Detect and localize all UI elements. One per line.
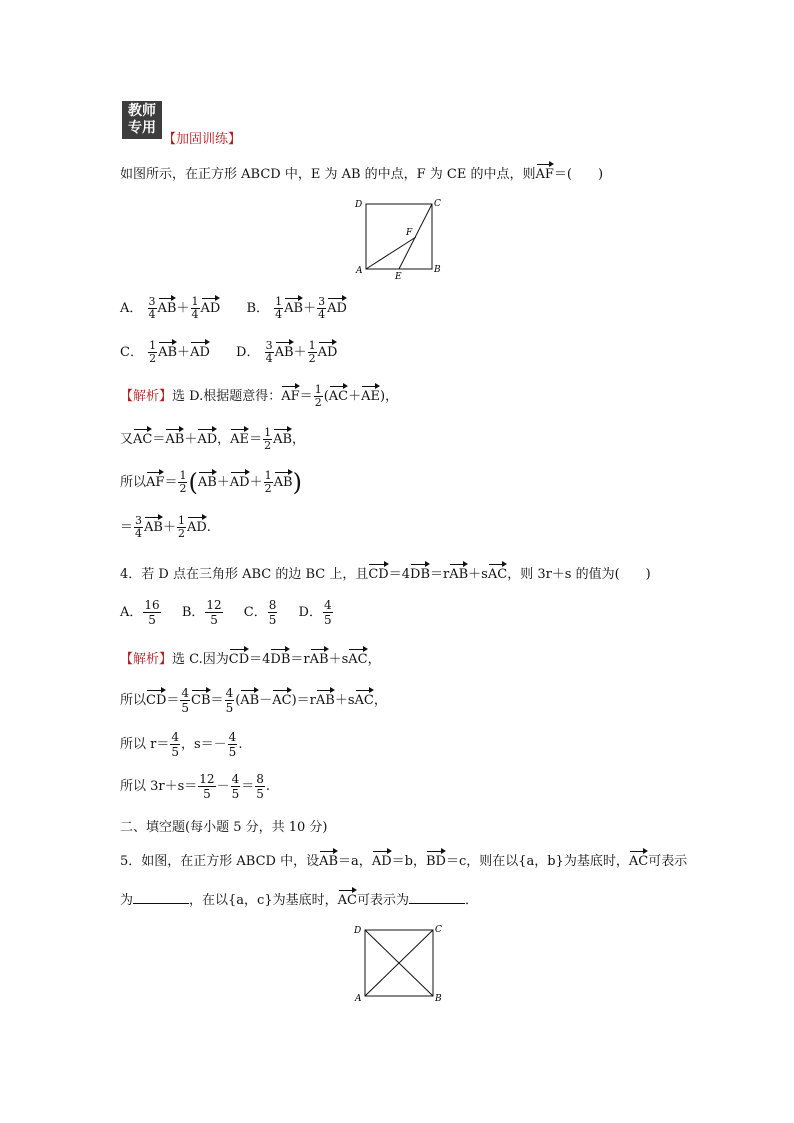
frac-num: 1 [179,469,187,482]
label-D: D [355,200,363,210]
frac-den: 5 [256,787,264,801]
section-fill-in-heading: 二、填空题(每小题 5 分，共 10 分) [120,820,328,835]
minus-sign: － [259,693,273,708]
equals-r: ＝r [296,693,316,708]
vector-AD: AD [372,850,392,869]
vector-AE: AE [361,385,380,404]
plus-sign: ＋ [162,520,176,535]
frac-den: 5 [268,613,277,627]
frac-num: 12 [206,598,222,612]
vector-AB: AB [319,850,338,869]
vector-AC: AC [629,850,648,869]
analysis-prev-line-2: 又AC＝AB＋AD，AE＝ $\frac{1}{2}$ AB， [120,426,306,452]
teacher-only-badge [122,101,162,139]
option-a-label: A． [120,301,143,316]
frac-den: 5 [225,701,234,715]
analysis-prev-line-3: 所以AF＝ $\frac{1}{2}$ (AB＋AD＋ $\frac{1}{2}$ AB) [120,468,302,497]
frac-num: 4 [231,772,240,786]
frac-num: 1 [264,426,272,439]
analysis-tag: 【解析】 [120,389,173,404]
plus-sign: ＋ [177,345,191,360]
option-d [298,598,334,627]
vector-CD: CD [229,648,249,667]
frac-num: 3 [265,339,273,352]
analysis-4-line-1: 【解析】选 C.因为CD＝4DB＝rAB＋sAC， [120,648,381,667]
frac-num: 8 [268,598,277,612]
label-D: D [354,926,362,936]
analysis-4-line-2: 所以CD＝ $\frac{4}{5}$ CB＝ $\frac{4}{5}$ (AB－AC)＝rAB＋sAC， [120,686,387,715]
vector-AB: AB [274,471,293,490]
frac-num: 1 [308,339,316,352]
option-b [181,598,224,627]
analysis-text: 所以 r＝ [120,737,170,752]
plus-sign: ＋ [293,345,307,360]
vector-CD: CD [146,689,166,708]
frac-num: 1 [177,514,185,527]
vector-AD: AD [197,428,217,447]
text-prefix: 所以 [120,693,147,708]
label-B: B [434,265,441,275]
analysis-tag: 【解析】 [120,652,173,667]
frac-num: 4 [181,686,190,700]
vector-AD: AD [190,341,210,360]
vector-AC: AC [133,428,152,447]
option-a [120,598,162,627]
answer-blank-1[interactable] [133,893,189,904]
period: . [206,520,211,535]
analysis-4-line-3 [120,730,242,759]
vector-AE: AE [230,428,249,447]
equals-r: ＝r [290,652,310,667]
plus-s: ＋s [334,693,355,708]
section-tag: 【加固训练】 [163,132,242,147]
frac-den: 4 [135,527,143,540]
vector-BD: BD [426,850,446,869]
text-prefix: 为 [120,893,134,908]
figure-square-abcd-diagonals [350,922,450,1007]
plus-sign: ＋ [249,475,263,490]
text-prefix: 又 [120,432,134,447]
plus-s: ＋s [328,652,349,667]
equals-4: ＝4 [249,652,271,667]
vector-AB: AB [158,341,177,360]
label-C: C [435,925,442,935]
frac-den: 5 [231,787,240,801]
frac-num: 3 [135,514,143,527]
vector-DB: DB [270,648,290,667]
frac-den: 5 [203,787,211,801]
vector-AB: AB [144,516,163,535]
vector-DB: DB [410,563,430,582]
frac-den: 2 [179,482,187,495]
frac-num: 4 [225,686,234,700]
period: . [238,737,243,752]
analysis-4-line-4 [120,772,270,801]
period: . [265,779,271,794]
frac-num: 1 [149,339,157,352]
question-5-stem [120,850,687,869]
frac-den: 2 [314,396,322,409]
label-A: A [356,266,363,276]
badge-line-1: 教师 [128,103,156,119]
options-row-cd [120,340,337,365]
options-row-ab [120,296,347,321]
equals: ＝ [152,432,166,447]
frac-den: 5 [323,613,332,627]
frac-den: 5 [171,745,179,759]
frac-num: 8 [256,772,264,786]
stem-text: 4．若 D 点在三角形 ABC 的边 BC 上，且 [120,567,369,582]
frac-den: 4 [148,308,156,321]
vector-AB: AB [165,428,184,447]
vector-AC: AC [488,563,507,582]
label-B: B [435,994,442,1004]
equals: ＝ [249,432,263,447]
equals: ＝ [164,475,178,490]
equals-r: ＝r [430,567,450,582]
minus-sign: － [216,779,230,794]
question-4-stem [120,563,651,582]
vector-AB: AB [310,648,329,667]
plus-sign: ＋ [184,432,198,447]
vector-CD: CD [368,563,388,582]
frac-den: 4 [265,352,273,365]
badge-line-2: 专用 [128,120,156,136]
frac-den: 2 [264,439,272,452]
equals: ＝ [299,389,313,404]
frac-den: 2 [264,482,272,495]
frac-den: 2 [149,352,157,365]
vector-AC: AC [355,689,374,708]
stem-end: ＝( ) [553,167,604,182]
vector-AB: AB [449,563,468,582]
option-label: D． [298,605,322,620]
option-label: A． [120,605,143,620]
equals: ＝ [210,693,224,708]
plus-sign: ＋ [348,389,362,404]
vector-AF: AF [536,163,554,182]
plus-s: ＋s [468,567,488,582]
frac-den: 4 [318,308,326,321]
equals-c: ＝c，则在以{a，b}为基底时， [445,854,629,869]
frac-num: 1 [191,295,199,308]
plus-sign: ＋ [303,301,317,316]
analysis-text: 选 C.因为 [172,652,229,667]
frac-den: 5 [181,701,190,715]
vector-AD: AD [318,341,338,360]
separator: ， [217,432,231,447]
option-d-label: D． [236,345,260,360]
frac-num: 16 [144,598,160,612]
frac-num: 1 [275,295,283,308]
vector-AB: AB [158,297,177,316]
option-c [243,598,279,627]
stem-end: 可表示 [648,854,688,869]
vector-AB: AB [275,341,294,360]
frac-den: 2 [308,352,316,365]
vector-AB: AB [273,428,292,447]
vector-AD: AD [201,297,221,316]
vector-AD: AD [187,516,207,535]
analysis-prev-line-4 [120,515,211,540]
frac-num: 1 [314,383,322,396]
question-4-options [120,598,334,627]
label-C: C [434,199,441,209]
equals-a: ＝a， [338,854,372,869]
vector-AC: AC [329,385,348,404]
option-b-label: B． [246,301,270,316]
vector-AD: AD [327,297,347,316]
answer-blank-2[interactable] [409,893,465,904]
frac-num: 4 [228,730,237,744]
vector-AC: AC [348,648,367,667]
text-mid: 可表示为 [356,893,409,908]
vector-AF: AF [281,385,299,404]
question-5-line-2 [120,889,478,908]
vector-AB: AB [316,689,335,708]
vector-AB: AB [240,689,259,708]
frac-num: 12 [199,772,215,786]
equals-b: ＝b， [391,854,426,869]
label-A: A [355,994,362,1004]
frac-den: 4 [191,308,199,321]
text-prefix: 所以 [120,475,147,490]
vector-AF: AF [146,471,164,490]
option-label: C． [243,605,267,620]
plus-sign: ＋ [176,301,190,316]
analysis-text: 选 D.根据题意得： [172,389,282,404]
equals: ＝ [120,520,134,535]
vector-AD: AD [230,471,250,490]
analysis-mid: ，s＝－ [181,737,227,752]
vector-AB: AB [284,297,303,316]
analysis-text: 所以 3r＋s＝ [120,779,198,794]
frac-den: 5 [210,613,218,627]
stem-end: ，则 3r＋s 的值为( ) [507,567,651,582]
analysis-prev-line-1: 【解析】选 D.根据题意得：AF＝ $\frac{1}{2}$ (AC＋AE)， [120,383,399,409]
equals-4: ＝4 [388,567,411,582]
vector-AC: AC [272,689,291,708]
frac-num: 4 [323,598,332,612]
equals: ＝ [166,693,180,708]
option-c-label: C． [120,345,143,360]
question-prev-stem [120,163,603,182]
frac-num: 3 [148,295,156,308]
vector-AB: AB [198,471,217,490]
frac-num: 3 [318,295,326,308]
frac-num: 4 [171,730,179,744]
stem-text: 5．如图，在正方形 ABCD 中，设 [120,854,320,869]
frac-den: 5 [228,745,237,759]
text-mid: ，在以{a，c}为基底时， [189,893,338,908]
equals: ＝ [241,779,255,794]
vector-AC: AC [338,889,357,908]
vector-CB: CB [191,689,211,708]
stem-text: 如图所示，在正方形 ABCD 中，E 为 AB 的中点，F 为 CE 的中点，则 [120,167,536,182]
frac-den: 2 [177,527,185,540]
period: ． [464,893,478,908]
option-label: B． [181,605,205,620]
figure-square-abcd-with-e-f [350,195,450,285]
frac-den: 5 [148,613,156,627]
frac-den: 4 [275,308,283,321]
label-F: F [406,228,413,238]
frac-num: 1 [264,469,272,482]
plus-sign: ＋ [216,475,230,490]
label-E: E [395,272,402,282]
